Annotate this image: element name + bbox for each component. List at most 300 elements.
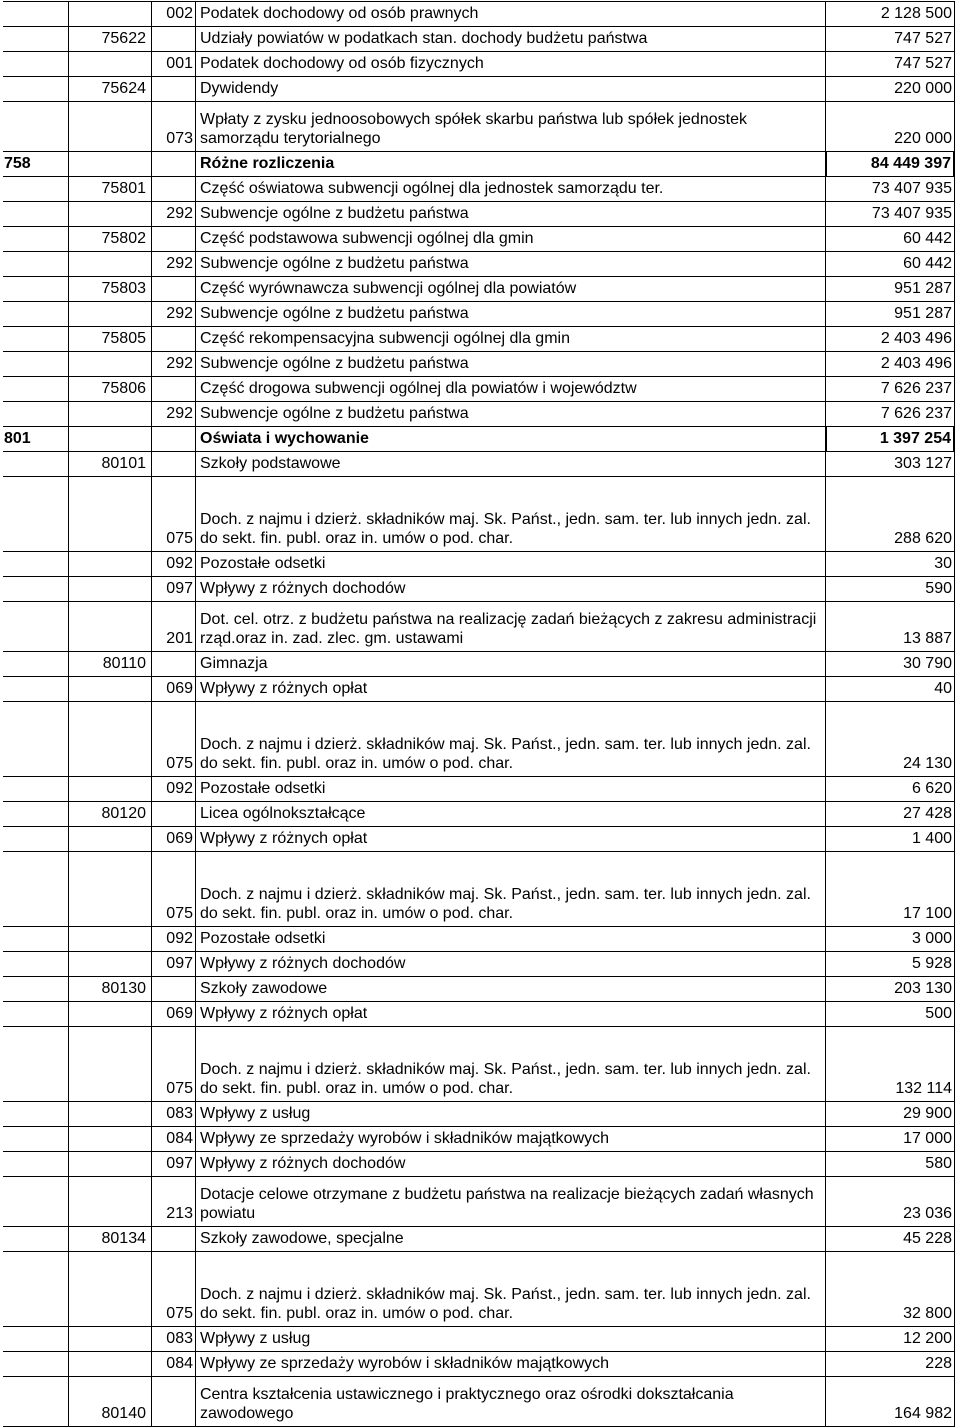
- description-cell: [195, 1102, 825, 1126]
- table-row: [3, 77, 955, 102]
- table-row: [3, 952, 955, 977]
- chapter-code: 80120: [101, 805, 146, 822]
- description-cell: [195, 1352, 825, 1376]
- description: Subwencje ogólne z budżetu państwa: [200, 405, 469, 422]
- section-code-cell: [3, 327, 68, 351]
- amount: 747 527: [894, 55, 952, 72]
- chapter-code-cell: [68, 252, 151, 276]
- paragraph-code-cell: [151, 677, 195, 701]
- table-row: [3, 1002, 955, 1027]
- paragraph-code-cell: [151, 1252, 195, 1326]
- description: Różne rozliczenia: [200, 155, 335, 172]
- chapter-code-cell: [68, 577, 151, 601]
- amount: 7 626 237: [880, 405, 952, 422]
- amount: 84 449 397: [870, 155, 951, 172]
- paragraph-code: 075: [166, 905, 193, 922]
- paragraph-code-cell: [151, 2, 195, 26]
- table-row: [3, 1027, 955, 1102]
- chapter-code-cell: [68, 652, 151, 676]
- description-cell: [195, 177, 825, 201]
- amount-cell: [825, 302, 955, 326]
- amount-cell: [825, 327, 955, 351]
- description: Wpłaty z zysku jednoosobowych spółek skarbu państwa lub spółek jednostek samorządu terytorialnego: [200, 111, 747, 147]
- table-row: [3, 227, 955, 252]
- paragraph-code-cell: [151, 377, 195, 401]
- table-row: [3, 352, 955, 377]
- amount: 24 130: [903, 755, 952, 772]
- table-row: [3, 1127, 955, 1152]
- chapter-code-cell: [68, 1377, 151, 1426]
- paragraph-code-cell: [151, 927, 195, 951]
- chapter-code-cell: [68, 552, 151, 576]
- amount: 2 403 496: [880, 330, 952, 347]
- chapter-code: 75622: [101, 30, 146, 47]
- description: Część rekompensacyjna subwencji ogólnej dla gmin: [200, 330, 570, 347]
- amount: 40: [934, 680, 952, 697]
- description: Gimnazja: [200, 655, 268, 672]
- chapter-code-cell: [68, 1127, 151, 1151]
- amount: 580: [925, 1155, 952, 1172]
- paragraph-code-cell: [151, 577, 195, 601]
- section-code-cell: [3, 427, 68, 451]
- paragraph-code: 097: [166, 1155, 193, 1172]
- description-cell: [195, 302, 825, 326]
- amount-cell: [825, 1352, 955, 1376]
- chapter-code: 75803: [101, 280, 146, 297]
- amount-cell: [825, 227, 955, 251]
- section-code-cell: [3, 352, 68, 376]
- chapter-code-cell: [68, 427, 151, 451]
- amount: 32 800: [903, 1305, 952, 1322]
- amount: 500: [925, 1005, 952, 1022]
- chapter-code-cell: [68, 802, 151, 826]
- chapter-code: 80101: [101, 455, 146, 472]
- paragraph-code-cell: [151, 1127, 195, 1151]
- description-cell: [195, 802, 825, 826]
- description: Szkoły zawodowe, specjalne: [200, 1230, 404, 1247]
- description-cell: [195, 602, 825, 651]
- section-code-cell: [3, 1227, 68, 1251]
- paragraph-code-cell: [151, 1377, 195, 1426]
- description-cell: [195, 102, 825, 151]
- paragraph-code: 075: [166, 1080, 193, 1097]
- table-row: [3, 577, 955, 602]
- paragraph-code: 292: [166, 405, 193, 422]
- chapter-code-cell: [68, 1027, 151, 1101]
- description: Podatek dochodowy od osób fizycznych: [200, 55, 484, 72]
- amount-cell: [825, 77, 955, 101]
- chapter-code-cell: [68, 302, 151, 326]
- table-row: [3, 1327, 955, 1352]
- description-cell: [195, 2, 825, 26]
- section-code-cell: [3, 1152, 68, 1176]
- paragraph-code-cell: [151, 1152, 195, 1176]
- amount-cell: [825, 27, 955, 51]
- table-row: [3, 452, 955, 477]
- paragraph-code-cell: [151, 402, 195, 426]
- chapter-code-cell: [68, 177, 151, 201]
- amount-cell: [825, 852, 955, 926]
- paragraph-code-cell: [151, 852, 195, 926]
- description-cell: [195, 52, 825, 76]
- section-code-cell: [3, 652, 68, 676]
- amount: 5 928: [911, 955, 952, 972]
- table-row: [3, 477, 955, 552]
- description: Doch. z najmu i dzierż. składników maj. Sk. Państ., jedn. sam. ter. lub innych jedn. zal. do sekt. fin. publ. oraz in. umów o pod. char.: [200, 886, 811, 922]
- chapter-code-cell: [68, 1152, 151, 1176]
- chapter-code: 80110: [102, 655, 146, 672]
- amount: 30: [934, 555, 952, 572]
- description-cell: [195, 227, 825, 251]
- description: Część wyrównawcza subwencji ogólnej dla powiatów: [200, 280, 577, 297]
- section-code-cell: [3, 27, 68, 51]
- table-row: [3, 402, 955, 427]
- description: Wpływy z różnych opłat: [200, 680, 368, 697]
- table-row: [3, 1102, 955, 1127]
- section-code-cell: [3, 77, 68, 101]
- description-cell: [195, 852, 825, 926]
- section-code-cell: [3, 477, 68, 551]
- description: Doch. z najmu i dzierż. składników maj. Sk. Państ., jedn. sam. ter. lub innych jedn. zal. do sekt. fin. publ. oraz in. umów o pod. char.: [200, 1286, 811, 1322]
- section-row: [3, 152, 955, 177]
- paragraph-code-cell: [151, 552, 195, 576]
- description-cell: [195, 652, 825, 676]
- paragraph-code-cell: [151, 952, 195, 976]
- amount: 132 114: [895, 1080, 952, 1097]
- chapter-code-cell: [68, 277, 151, 301]
- chapter-code: 75801: [101, 180, 146, 197]
- table-top-border: [3, 1, 955, 2]
- description-cell: [195, 1377, 825, 1426]
- paragraph-code-cell: [151, 177, 195, 201]
- section-code-cell: [3, 302, 68, 326]
- amount-cell: [825, 202, 955, 226]
- amount-cell: [825, 402, 955, 426]
- amount-cell: [825, 1227, 955, 1251]
- section-code-cell: [3, 777, 68, 801]
- amount: 2 128 500: [880, 5, 952, 22]
- chapter-code-cell: [68, 1102, 151, 1126]
- description-cell: [195, 152, 825, 176]
- chapter-code-cell: [68, 402, 151, 426]
- amount: 17 000: [903, 1130, 952, 1147]
- description: Wpływy ze sprzedaży wyrobów i składników majątkowych: [200, 1355, 610, 1372]
- paragraph-code: 092: [166, 930, 193, 947]
- amount-cell: [825, 677, 955, 701]
- description-cell: [195, 1227, 825, 1251]
- paragraph-code: 075: [166, 1305, 193, 1322]
- description: Subwencje ogólne z budżetu państwa: [200, 305, 469, 322]
- section-code-cell: [3, 452, 68, 476]
- description-cell: [195, 977, 825, 1001]
- table-row: [3, 177, 955, 202]
- amount: 12 200: [903, 1330, 952, 1347]
- amount-cell: [825, 102, 955, 151]
- paragraph-code-cell: [151, 452, 195, 476]
- paragraph-code: 069: [166, 830, 193, 847]
- description: Pozostałe odsetki: [200, 930, 326, 947]
- table-row: [3, 252, 955, 277]
- chapter-code-cell: [68, 1252, 151, 1326]
- description: Wpływy z usług: [200, 1105, 311, 1122]
- paragraph-code-cell: [151, 1102, 195, 1126]
- chapter-code-cell: [68, 952, 151, 976]
- description-cell: [195, 1002, 825, 1026]
- description-cell: [195, 677, 825, 701]
- description: Subwencje ogólne z budżetu państwa: [200, 255, 469, 272]
- amount: 13 887: [903, 630, 952, 647]
- table-row: [3, 602, 955, 652]
- amount: 3 000: [911, 930, 952, 947]
- amount-cell: [825, 702, 955, 776]
- paragraph-code: 097: [166, 955, 193, 972]
- description: Dot. cel. otrz. z budżetu państwa na realizację zadań bieżących z zakresu administracji rząd.oraz in. zad. zlec. gm. ustawami: [200, 611, 817, 647]
- table-row: [3, 377, 955, 402]
- description: Część drogowa subwencji ogólnej dla powiatów i województw: [200, 380, 637, 397]
- amount: 164 982: [894, 1405, 952, 1422]
- paragraph-code-cell: [151, 827, 195, 851]
- amount: 220 000: [894, 130, 952, 147]
- table-row: [3, 1252, 955, 1327]
- paragraph-code-cell: [151, 702, 195, 776]
- paragraph-code: 092: [166, 555, 193, 572]
- description-cell: [195, 1127, 825, 1151]
- amount-cell: [825, 477, 955, 551]
- amount-cell: [825, 277, 955, 301]
- description: Doch. z najmu i dzierż. składników maj. Sk. Państ., jedn. sam. ter. lub innych jedn. zal. do sekt. fin. publ. oraz in. umów o pod. char.: [200, 1061, 811, 1097]
- section-code-cell: [3, 852, 68, 926]
- chapter-code-cell: [68, 1352, 151, 1376]
- paragraph-code-cell: [151, 477, 195, 551]
- amount: 2 403 496: [880, 355, 952, 372]
- chapter-code-cell: [68, 27, 151, 51]
- amount-cell: [825, 1252, 955, 1326]
- amount: 60 442: [903, 230, 952, 247]
- amount: 951 287: [894, 305, 952, 322]
- description: Licea ogólnokształcące: [200, 805, 366, 822]
- amount: 590: [925, 580, 952, 597]
- chapter-code-cell: [68, 702, 151, 776]
- amount-cell: [825, 1127, 955, 1151]
- paragraph-code: 075: [166, 755, 193, 772]
- amount-cell: [825, 152, 955, 176]
- description: Wpływy z różnych dochodów: [200, 1155, 406, 1172]
- chapter-code: 75805: [101, 330, 146, 347]
- amount: 1 397 254: [879, 430, 951, 447]
- amount: 6 620: [911, 780, 952, 797]
- amount: 228: [925, 1355, 952, 1372]
- paragraph-code-cell: [151, 1177, 195, 1226]
- chapter-code: 75806: [101, 380, 146, 397]
- amount-cell: [825, 1027, 955, 1101]
- chapter-code-cell: [68, 102, 151, 151]
- table-row: [3, 1377, 955, 1427]
- amount: 747 527: [894, 30, 952, 47]
- section-code-cell: [3, 927, 68, 951]
- paragraph-code: 292: [166, 255, 193, 272]
- amount: 951 287: [894, 280, 952, 297]
- section-code-cell: [3, 602, 68, 651]
- amount: 60 442: [903, 255, 952, 272]
- description-cell: [195, 277, 825, 301]
- section-code-cell: [3, 377, 68, 401]
- section-code-cell: [3, 202, 68, 226]
- description-cell: [195, 777, 825, 801]
- amount: 23 036: [903, 1205, 952, 1222]
- chapter-code-cell: [68, 827, 151, 851]
- amount-cell: [825, 927, 955, 951]
- description-cell: [195, 352, 825, 376]
- paragraph-code-cell: [151, 602, 195, 651]
- chapter-code-cell: [68, 677, 151, 701]
- paragraph-code-cell: [151, 27, 195, 51]
- paragraph-code: 002: [166, 5, 193, 22]
- description-cell: [195, 827, 825, 851]
- description-cell: [195, 327, 825, 351]
- chapter-code-cell: [68, 327, 151, 351]
- chapter-code-cell: [68, 77, 151, 101]
- chapter-code-cell: [68, 152, 151, 176]
- amount: 73 407 935: [871, 180, 952, 197]
- paragraph-code-cell: [151, 652, 195, 676]
- paragraph-code: 084: [166, 1130, 193, 1147]
- chapter-code-cell: [68, 227, 151, 251]
- description-cell: [195, 377, 825, 401]
- description-cell: [195, 1327, 825, 1351]
- description: Wpływy z różnych opłat: [200, 830, 368, 847]
- section-code-cell: [3, 552, 68, 576]
- paragraph-code-cell: [151, 427, 195, 451]
- section-code-cell: [3, 1377, 68, 1426]
- paragraph-code-cell: [151, 77, 195, 101]
- chapter-code-cell: [68, 2, 151, 26]
- section-code-cell: [3, 1027, 68, 1101]
- amount: 1 400: [911, 830, 952, 847]
- table-row: [3, 702, 955, 777]
- table-row: [3, 777, 955, 802]
- section-code-cell: [3, 2, 68, 26]
- amount-cell: [825, 552, 955, 576]
- table-row: [3, 2, 955, 27]
- amount-cell: [825, 252, 955, 276]
- chapter-code-cell: [68, 977, 151, 1001]
- section-code-cell: [3, 1327, 68, 1351]
- section-code: 758: [4, 155, 31, 172]
- amount: 220 000: [894, 80, 952, 97]
- section-code-cell: [3, 1102, 68, 1126]
- amount: 27 428: [903, 805, 952, 822]
- paragraph-code-cell: [151, 227, 195, 251]
- description: Szkoły podstawowe: [200, 455, 341, 472]
- amount-cell: [825, 1002, 955, 1026]
- description: Dotacje celowe otrzymane z budżetu państwa na realizacje bieżących zadań własnych powiatu: [200, 1186, 814, 1222]
- section-code-cell: [3, 1252, 68, 1326]
- section-code-cell: [3, 227, 68, 251]
- paragraph-code: 201: [166, 630, 193, 647]
- description: Subwencje ogólne z budżetu państwa: [200, 355, 469, 372]
- paragraph-code-cell: [151, 52, 195, 76]
- chapter-code-cell: [68, 602, 151, 651]
- paragraph-code-cell: [151, 352, 195, 376]
- section-code-cell: [3, 977, 68, 1001]
- table-row: [3, 977, 955, 1002]
- section-code-cell: [3, 1352, 68, 1376]
- amount-cell: [825, 952, 955, 976]
- amount-cell: [825, 352, 955, 376]
- paragraph-code: 083: [166, 1105, 193, 1122]
- table-row: [3, 1227, 955, 1252]
- description: Podatek dochodowy od osób prawnych: [200, 5, 479, 22]
- description: Część podstawowa subwencji ogólnej dla gmin: [200, 230, 534, 247]
- paragraph-code-cell: [151, 152, 195, 176]
- paragraph-code-cell: [151, 1327, 195, 1351]
- description: Część oświatowa subwencji ogólnej dla jednostek samorządu ter.: [200, 180, 664, 197]
- section-code-cell: [3, 802, 68, 826]
- paragraph-code-cell: [151, 1002, 195, 1026]
- paragraph-code: 084: [166, 1355, 193, 1372]
- amount-cell: [825, 802, 955, 826]
- amount: 203 130: [894, 980, 952, 997]
- description: Wpływy ze sprzedaży wyrobów i składników majątkowych: [200, 1130, 610, 1147]
- chapter-code-cell: [68, 927, 151, 951]
- table-row: [3, 277, 955, 302]
- description-cell: [195, 1252, 825, 1326]
- chapter-code-cell: [68, 352, 151, 376]
- chapter-code: 80130: [101, 980, 146, 997]
- paragraph-code-cell: [151, 277, 195, 301]
- description-cell: [195, 402, 825, 426]
- description: Wpływy z różnych opłat: [200, 1005, 368, 1022]
- description: Wpływy z usług: [200, 1330, 311, 1347]
- table-row: [3, 52, 955, 77]
- budget-income-table: [3, 0, 955, 1427]
- chapter-code: 75624: [101, 80, 146, 97]
- paragraph-code: 292: [166, 355, 193, 372]
- description: Centra kształcenia ustawicznego i praktycznego oraz ośrodki dokształcania zawodowego: [200, 1386, 734, 1422]
- chapter-code-cell: [68, 477, 151, 551]
- description: Pozostałe odsetki: [200, 780, 326, 797]
- table-row: [3, 927, 955, 952]
- amount: 17 100: [903, 905, 952, 922]
- amount-cell: [825, 52, 955, 76]
- amount-cell: [825, 377, 955, 401]
- table-row: [3, 852, 955, 927]
- description-cell: [195, 552, 825, 576]
- chapter-code: 80134: [101, 1230, 146, 1247]
- description-cell: [195, 27, 825, 51]
- section-code-cell: [3, 102, 68, 151]
- description-cell: [195, 927, 825, 951]
- amount-cell: [825, 177, 955, 201]
- table-row: [3, 327, 955, 352]
- paragraph-code-cell: [151, 252, 195, 276]
- table-row: [3, 652, 955, 677]
- description-cell: [195, 1027, 825, 1101]
- table-row: [3, 552, 955, 577]
- amount-cell: [825, 452, 955, 476]
- amount-cell: [825, 827, 955, 851]
- section-code-cell: [3, 277, 68, 301]
- amount: 73 407 935: [871, 205, 952, 222]
- table-row: [3, 802, 955, 827]
- table-row: [3, 102, 955, 152]
- chapter-code-cell: [68, 852, 151, 926]
- amount: 29 900: [903, 1105, 952, 1122]
- description: Pozostałe odsetki: [200, 555, 326, 572]
- section-code: 801: [4, 430, 31, 447]
- paragraph-code-cell: [151, 327, 195, 351]
- description-cell: [195, 1152, 825, 1176]
